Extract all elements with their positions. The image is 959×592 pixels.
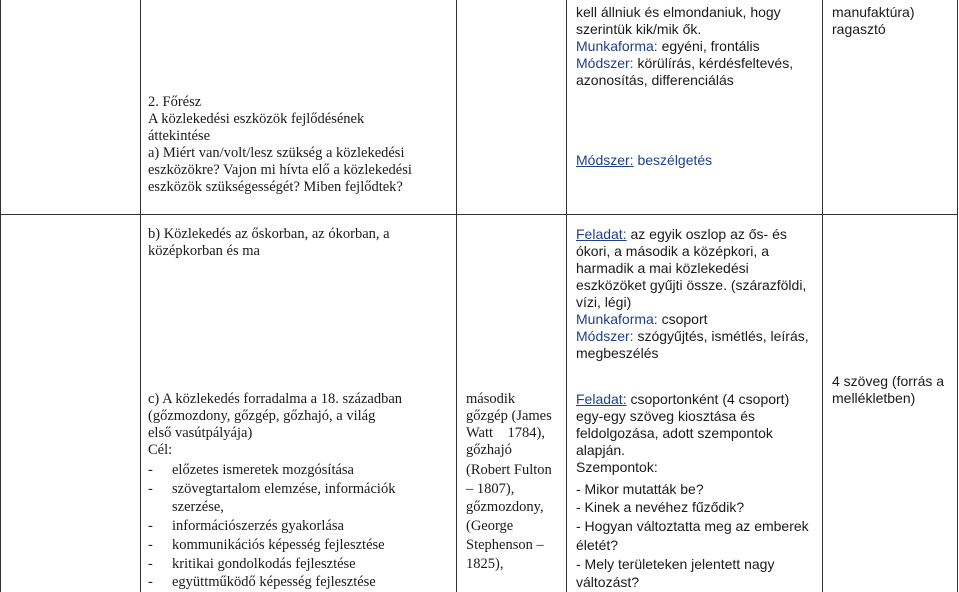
column-divider-2 (456, 0, 457, 592)
modszer2-line (576, 152, 712, 169)
feladat-line (576, 391, 789, 408)
method-text: szerintük kik/mik ők. (576, 21, 702, 37)
goal-item: - kommunikációs képesség fejlesztése (148, 537, 385, 553)
topic-line: (gőzmozdony, gőzgép, gőzhajó, a világ (148, 408, 376, 424)
feladat-label: Feladat: (576, 226, 627, 242)
munkaforma-value: csoport (657, 311, 708, 327)
goal-item: - információszerzés gyakorlása (148, 518, 344, 534)
modszer2-label: Módszer: (576, 152, 634, 168)
method-text: - Hogyan változtatta meg az emberek (576, 518, 809, 534)
method-text: ókori, a második a középkori, a (576, 243, 769, 259)
section-heading: 2. Főrész (148, 94, 202, 110)
column-divider-3 (566, 0, 567, 592)
row-divider (0, 214, 958, 215)
feladat-label: Feladat: (576, 391, 627, 407)
goal-item: - szövegtartalom elemzése, információk (148, 481, 396, 497)
tools-text: mellékletben) (832, 390, 916, 406)
goal-item-cont: szerzése, (172, 499, 224, 515)
modszer-label: Módszer: (576, 328, 634, 344)
content-line: gőzgép (James (466, 408, 552, 424)
method-text: kell állniuk és elmondaniuk, hogy (576, 4, 781, 20)
topic-line: eszközök szükségességét? Miben fejlődtek? (148, 179, 403, 195)
table-left-border (0, 0, 1, 592)
table-right-border (957, 0, 958, 592)
topic-line: áttekintése (148, 128, 211, 144)
method-text: változást? (576, 574, 640, 590)
method-text: - Mikor mutatták be? (576, 481, 704, 497)
method-text: alapján. (576, 442, 626, 458)
goal-label: Cél: (148, 442, 173, 458)
method-text: - Mely területeken jelentett nagy (576, 556, 775, 572)
topic-line: a) Miért van/volt/lesz szükség a közlekedési (148, 145, 405, 161)
feladat-line (576, 226, 787, 243)
goal-item: - együttműködő képesség fejlesztése (148, 574, 376, 590)
topic-line: b) Közlekedés az őskorban, az ókorban, a (148, 226, 390, 242)
munkaforma-value: egyéni, frontális (657, 38, 760, 54)
method-text: vízi, légi) (576, 294, 632, 310)
method-text: eszközöket gyűjti össze. (szárazföldi, (576, 277, 807, 293)
modszer-line (576, 328, 809, 345)
tools-text: ragasztó (832, 21, 886, 37)
topic-line: első vasútpályája) (148, 425, 253, 441)
topic-line: eszközökre? Vajon mi hívta elő a közlekedési (148, 162, 412, 178)
method-text: egy-egy szöveg kiosztása és (576, 408, 755, 424)
feladat-value: az egyik oszlop az ős- és (626, 226, 787, 242)
munkaforma-label: Munkaforma: (576, 311, 658, 327)
content-line: második (466, 391, 516, 407)
content-line: Watt 1784), (466, 425, 545, 441)
content-line: 1825), (466, 556, 504, 572)
modszer-value: szógyűjtés, ismétlés, leírás, (633, 328, 809, 344)
content-line: gőzmozdony, (466, 499, 544, 515)
munkaforma-label: Munkaforma: (576, 38, 658, 54)
method-text: harmadik a mai közlekedési (576, 260, 749, 276)
goal-item: - előzetes ismeretek mozgósítása (148, 462, 354, 478)
method-text: feldolgozása, adott szempontok (576, 425, 773, 441)
goal-item: - kritikai gondolkodás fejlesztése (148, 556, 356, 572)
content-line: gőzhajó (466, 442, 512, 458)
modszer-value: körülírás, kérdésfeltevés, (633, 55, 794, 71)
munkaforma-line (576, 38, 760, 55)
tools-text: 4 szöveg (forrás a (832, 373, 945, 389)
method-text: életét? (576, 537, 619, 553)
tools-text: manufaktúra) (832, 4, 915, 20)
content-line: Stephenson – (466, 537, 544, 553)
content-line: (George (466, 518, 514, 534)
modszer-continued: megbeszélés (576, 345, 659, 361)
method-text: Szempontok: (576, 459, 658, 475)
munkaforma-line (576, 311, 708, 328)
column-divider-1 (140, 0, 141, 592)
modszer2-value: beszélgetés (633, 152, 713, 168)
modszer-continued: azonosítás, differenciálás (576, 72, 734, 88)
method-text: - Kinek a nevéhez fűződik? (576, 499, 745, 515)
content-line: – 1807), (466, 481, 515, 497)
topic-heading: c) A közlekedés forradalma a 18. században (148, 391, 403, 407)
topic-line: A közlekedési eszközök fejlődésének (148, 111, 365, 127)
column-divider-4 (822, 0, 823, 592)
modszer-label: Módszer: (576, 55, 634, 71)
feladat-value: csoportonként (4 csoport) (626, 391, 790, 407)
content-line: (Robert Fulton (466, 462, 552, 478)
topic-line: középkorban és ma (148, 243, 260, 259)
modszer-line (576, 55, 793, 72)
